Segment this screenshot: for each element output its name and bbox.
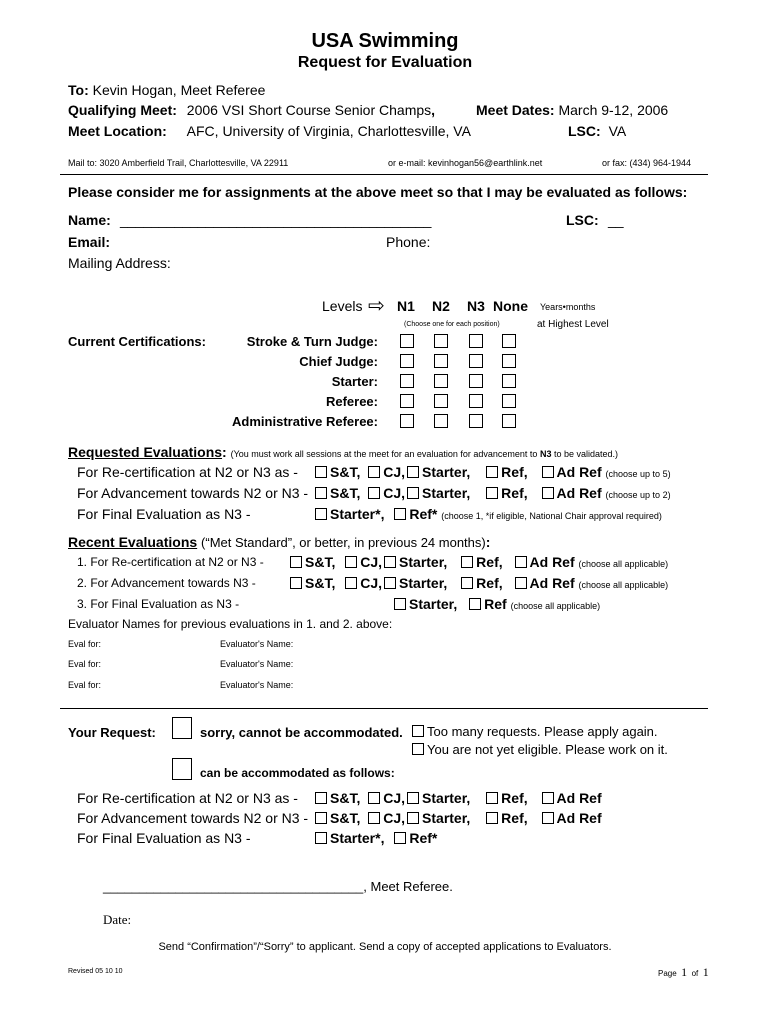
resp-recert-st-checkbox[interactable]	[315, 792, 327, 804]
cert-stroke-turn-none-checkbox[interactable]	[502, 334, 516, 348]
choose-one-note: (Choose one for each position)	[404, 321, 500, 328]
resp-advance-st-checkbox[interactable]	[315, 812, 327, 824]
too-many-option: Too many requests. Please apply again.	[412, 724, 658, 739]
cert-row-admin-referee: Administrative Referee:	[232, 414, 378, 429]
col-n3: N3	[467, 298, 485, 314]
applicant-lsc-field[interactable]: __	[608, 212, 624, 228]
cert-admin-referee-n1-checkbox[interactable]	[400, 414, 414, 428]
levels-label: Levels	[322, 298, 363, 314]
contact-fax: or fax: (434) 964-1944	[602, 158, 692, 168]
recent-note: (“Met Standard”, or better, in previous 24 months)	[201, 535, 486, 550]
meet-dates-value: March 9-12, 2006	[558, 102, 669, 118]
rec-advance-ref-checkbox[interactable]	[461, 577, 473, 589]
resp-final-options: Starter*, Ref*	[315, 830, 437, 846]
req-final-label: For Final Evaluation as N3 -	[77, 506, 251, 522]
meet-location-label: Meet Location:	[68, 123, 167, 139]
name-label: Name:	[68, 212, 111, 228]
resp-advance-label: For Advancement towards N2 or N3 -	[77, 810, 309, 826]
eval-for-label-2: Eval for:	[68, 659, 102, 669]
page-title: USA Swimming	[311, 30, 459, 52]
to-line	[68, 82, 265, 98]
cert-starter-none-checkbox[interactable]	[502, 374, 516, 388]
resp-advance-cj-checkbox[interactable]	[368, 812, 380, 824]
accommodated-checkbox[interactable]	[172, 758, 192, 780]
req-recert-st-checkbox[interactable]	[315, 466, 327, 478]
contact-email: or e-mail: kevinhogan56@earthlink.net	[388, 158, 543, 168]
cert-starter-n1-checkbox[interactable]	[400, 374, 414, 388]
rec-recert-cj-checkbox[interactable]	[345, 556, 357, 568]
page-subtitle: Request for Evaluation	[297, 54, 473, 71]
too-many-checkbox[interactable]	[412, 725, 424, 737]
resp-advance-starter-checkbox[interactable]	[407, 812, 419, 824]
cert-referee-n1-checkbox[interactable]	[400, 394, 414, 408]
req-advance-note: (choose up to 2)	[605, 490, 671, 500]
to-value: Kevin Hogan, Meet Referee	[92, 82, 266, 98]
mailing-address-label: Mailing Address:	[68, 255, 171, 271]
cert-admin-referee-n2-checkbox[interactable]	[434, 414, 448, 428]
divider	[60, 708, 708, 709]
mail-to: Mail to: 3020 Amberfield Trail, Charlottesville, VA 22911	[68, 158, 289, 168]
rec-final-options: Starter, Ref (choose all applicable)	[394, 596, 600, 612]
meet-location	[68, 123, 471, 139]
meet-lsc-value: VA	[608, 123, 627, 139]
rec-recert-ref-checkbox[interactable]	[461, 556, 473, 568]
rec-recert-starter-checkbox[interactable]	[384, 556, 396, 568]
intro-text: Please consider me for assignments at the above meet so that I may be evaluated as follows:	[68, 184, 688, 200]
req-advance-st-checkbox[interactable]	[315, 487, 327, 499]
rec-final-starter-checkbox[interactable]	[394, 598, 406, 610]
resp-recert-options: S&T, CJ, Starter, Ref, Ad Ref	[315, 790, 602, 806]
req-advance-ref-checkbox[interactable]	[486, 487, 498, 499]
resp-recert-starter-checkbox[interactable]	[407, 792, 419, 804]
rec-recert-note: (choose all applicable)	[578, 559, 669, 569]
cert-stroke-turn-n3-checkbox[interactable]	[469, 334, 483, 348]
evaluator-name-label-2: Evaluator's Name:	[220, 659, 294, 669]
arrow-right-icon: ⇨	[368, 295, 385, 317]
resp-final-starter-checkbox[interactable]	[315, 832, 327, 844]
meet-dates	[476, 102, 668, 118]
eval-for-label-1: Eval for:	[68, 639, 102, 649]
resp-final-label: For Final Evaluation as N3 -	[77, 830, 251, 846]
req-advance-adref-checkbox[interactable]	[542, 487, 554, 499]
resp-advance-ref-checkbox[interactable]	[486, 812, 498, 824]
cert-referee-n2-checkbox[interactable]	[434, 394, 448, 408]
years-months-label: Years•months	[540, 302, 596, 312]
to-label: To:	[68, 82, 89, 98]
cert-chief-judge-n1-checkbox[interactable]	[400, 354, 414, 368]
meet-lsc	[568, 123, 626, 139]
rec-advance-starter-checkbox[interactable]	[384, 577, 396, 589]
qualifying-meet: Qualifying Meet: 2006 VSI Short Course Senior Champs,	[68, 102, 436, 118]
recent-heading: Recent Evaluations	[68, 534, 198, 550]
cert-stroke-turn-n2-checkbox[interactable]	[434, 334, 448, 348]
rec-advance-adref-checkbox[interactable]	[515, 577, 527, 589]
cert-row-referee: Referee:	[325, 394, 378, 409]
send-note: Send “Confirmation”/“Sorry” to applicant. Send a copy of accepted applications to Evaluators.	[158, 941, 612, 953]
phone-label: Phone:	[386, 234, 431, 250]
col-n1: N1	[397, 298, 415, 314]
meet-location-value: AFC, University of Virginia, Charlottesville, VA	[186, 123, 471, 139]
resp-advance-adref-checkbox[interactable]	[542, 812, 554, 824]
req-recert-adref-checkbox[interactable]	[542, 466, 554, 478]
requested-heading-line: Requested Evaluations: (You must work all sessions at the meet for an evaluation for advancement to N3 to be validated.)	[68, 444, 619, 460]
req-recert-note: (choose up to 5)	[605, 469, 671, 479]
email-label: Email:	[68, 234, 111, 250]
col-n2: N2	[432, 298, 450, 314]
rec-recert-st-checkbox[interactable]	[290, 556, 302, 568]
not-eligible-checkbox[interactable]	[412, 743, 424, 755]
page-number: Page 1 of 1	[658, 965, 709, 979]
sorry-checkbox[interactable]	[172, 717, 192, 739]
rec-final-ref-checkbox[interactable]	[469, 598, 481, 610]
eval-for-label-3: Eval for:	[68, 680, 102, 690]
req-recert-ref-checkbox[interactable]	[486, 466, 498, 478]
rec-recert-adref-checkbox[interactable]	[515, 556, 527, 568]
meet-dates-label: Meet Dates:	[476, 102, 555, 118]
req-final-starter-checkbox[interactable]	[315, 508, 327, 520]
rec-advance-options: S&T, CJ, Starter, Ref, Ad Ref (choose all applicable)	[290, 575, 668, 591]
highest-level-label: at Highest Level	[537, 319, 609, 330]
sorry-label: sorry, cannot be accommodated.	[200, 725, 403, 740]
name-field[interactable]: ________________________________________	[120, 212, 432, 228]
cert-admin-referee-n3-checkbox[interactable]	[469, 414, 483, 428]
cert-starter-n2-checkbox[interactable]	[434, 374, 448, 388]
resp-advance-options: S&T, CJ, Starter, Ref, Ad Ref	[315, 810, 602, 826]
rec-recert-label: 1. For Re-certification at N2 or N3 -	[77, 555, 264, 569]
req-final-options: Starter*, Ref* (choose 1, *if eligible, National Chair approval required)	[315, 506, 662, 522]
cert-stroke-turn-n1-checkbox[interactable]	[400, 334, 414, 348]
meet-lsc-label: LSC:	[568, 123, 601, 139]
req-advance-starter-checkbox[interactable]	[407, 487, 419, 499]
col-none: None	[493, 298, 528, 314]
cert-row-starter: Starter:	[331, 374, 378, 389]
evaluator-name-label-1: Evaluator's Name:	[220, 639, 294, 649]
cert-chief-judge-n3-checkbox[interactable]	[469, 354, 483, 368]
rec-advance-note: (choose all applicable)	[578, 580, 669, 590]
cert-referee-none-checkbox[interactable]	[502, 394, 516, 408]
recent-heading-line: Recent Evaluations (“Met Standard”, or better, in previous 24 months):	[68, 534, 491, 550]
req-recert-options: S&T, CJ, Starter, Ref, Ad Ref (choose up to 5)	[315, 464, 671, 480]
rec-recert-options: S&T, CJ, Starter, Ref, Ad Ref (choose all applicable)	[290, 554, 668, 570]
req-recert-label: For Re-certification at N2 or N3 as -	[77, 464, 298, 480]
requested-heading: Requested Evaluations	[68, 444, 223, 460]
cert-starter-n3-checkbox[interactable]	[469, 374, 483, 388]
cert-row-stroke-turn: Stroke & Turn Judge:	[246, 334, 378, 349]
req-recert-cj-checkbox[interactable]	[368, 466, 380, 478]
date-label: Date:	[103, 912, 132, 927]
rec-advance-cj-checkbox[interactable]	[345, 577, 357, 589]
req-final-ref-checkbox[interactable]	[394, 508, 406, 520]
qualifying-meet-label: Qualifying Meet:	[68, 102, 177, 118]
rec-advance-label: 2. For Advancement towards N3 -	[77, 576, 256, 590]
your-request-label: Your Request:	[68, 725, 156, 740]
cert-row-chief-judge: Chief Judge:	[299, 354, 378, 369]
evaluator-name-label-3: Evaluator's Name:	[220, 680, 294, 690]
resp-final-ref-checkbox[interactable]	[394, 832, 406, 844]
req-advance-cj-checkbox[interactable]	[368, 487, 380, 499]
resp-recert-ref-checkbox[interactable]	[486, 792, 498, 804]
req-advance-options: S&T, CJ, Starter, Ref, Ad Ref (choose up to 2)	[315, 485, 671, 501]
requested-note: (You must work all sessions at the meet for an evaluation for advancement to N3 to be validated.)	[230, 449, 619, 459]
accommodated-label: can be accommodated as follows:	[200, 766, 395, 780]
rec-final-label: 3. For Final Evaluation as N3 -	[77, 597, 240, 611]
not-eligible-option: You are not yet eligible. Please work on it.	[412, 742, 668, 757]
req-recert-starter-checkbox[interactable]	[407, 466, 419, 478]
req-advance-label: For Advancement towards N2 or N3 -	[77, 485, 309, 501]
cert-referee-n3-checkbox[interactable]	[469, 394, 483, 408]
cert-chief-judge-n2-checkbox[interactable]	[434, 354, 448, 368]
divider	[60, 174, 708, 175]
rec-advance-st-checkbox[interactable]	[290, 577, 302, 589]
resp-recert-cj-checkbox[interactable]	[368, 792, 380, 804]
req-final-note: (choose 1, *if eligible, National Chair approval required)	[441, 511, 662, 521]
qualifying-meet-value: 2006 VSI Short Course Senior Champs	[186, 102, 432, 118]
rec-final-note: (choose all applicable)	[510, 601, 601, 611]
current-cert-label: Current Certifications:	[68, 334, 206, 349]
applicant-lsc-label: LSC:	[566, 212, 599, 228]
referee-signature-line: ____________________________________, Meet Referee.	[103, 879, 453, 894]
revised-date: Revised 05 10 10	[68, 968, 123, 975]
evaluator-intro: Evaluator Names for previous evaluations in 1. and 2. above:	[68, 617, 393, 631]
cert-admin-referee-none-checkbox[interactable]	[502, 414, 516, 428]
cert-chief-judge-none-checkbox[interactable]	[502, 354, 516, 368]
resp-recert-label: For Re-certification at N2 or N3 as -	[77, 790, 298, 806]
resp-recert-adref-checkbox[interactable]	[542, 792, 554, 804]
